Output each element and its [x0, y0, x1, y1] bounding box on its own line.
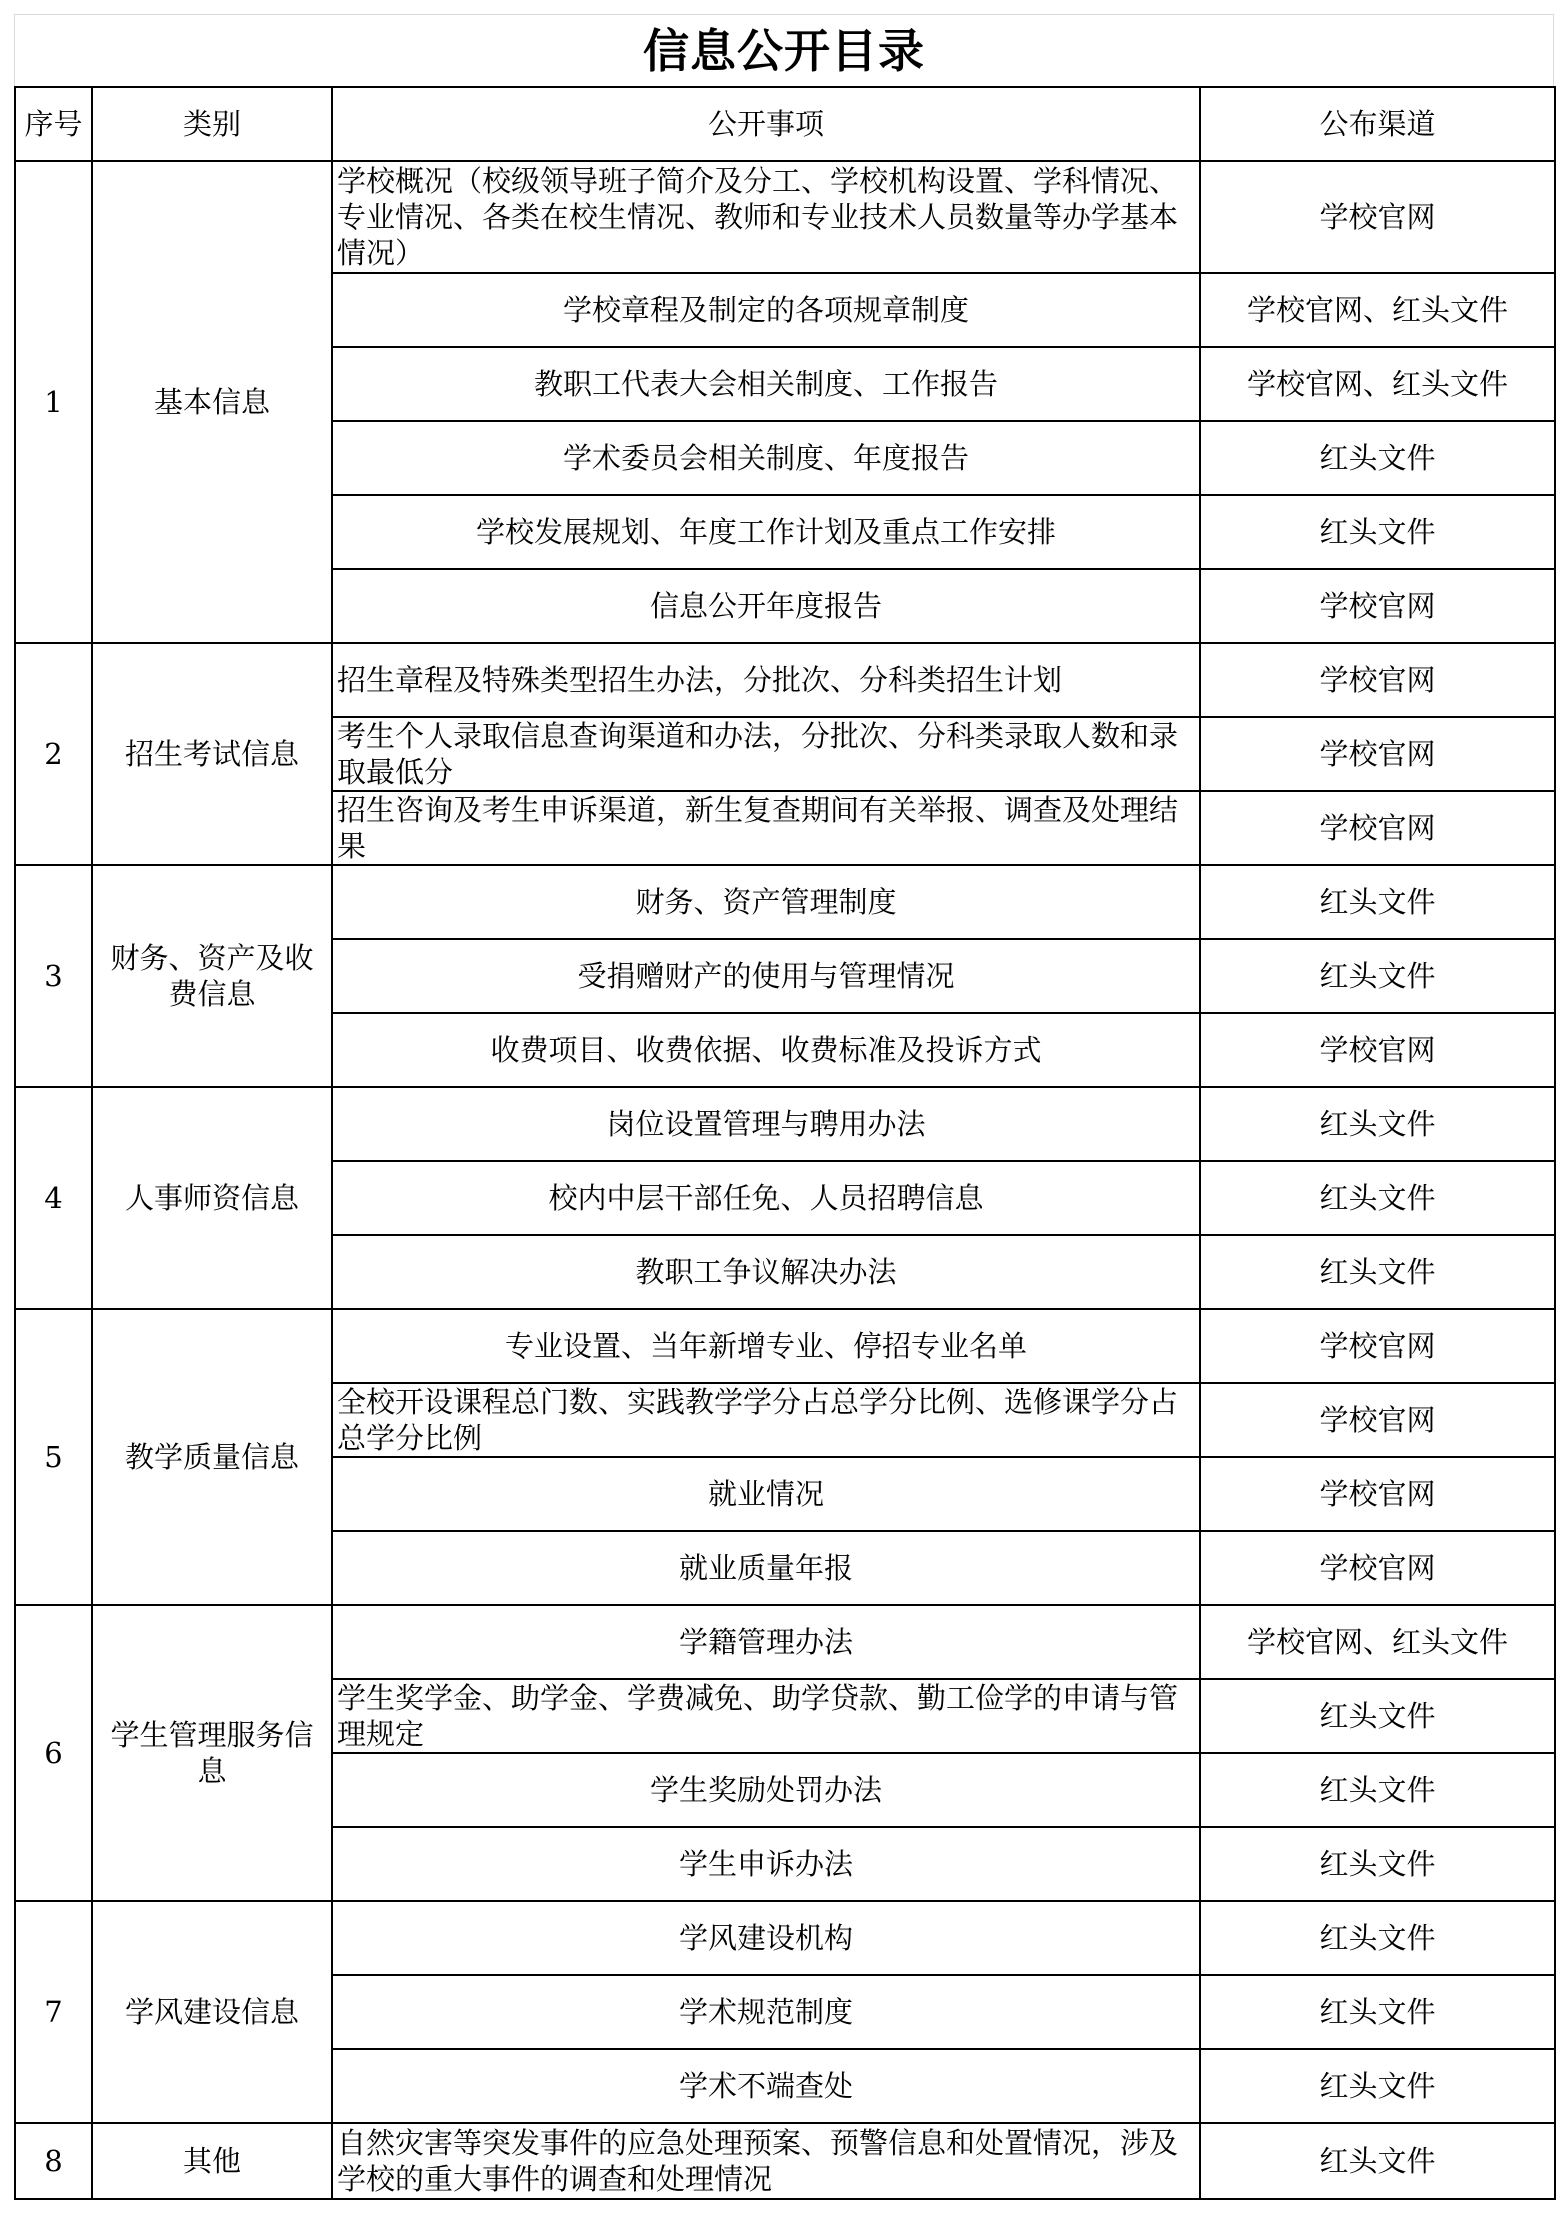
row-seq: 3: [15, 865, 92, 1087]
row-item: 专业设置、当年新增专业、停招专业名单: [332, 1309, 1200, 1383]
row-channel: 红头文件: [1200, 1827, 1555, 1901]
row-channel: 学校官网: [1200, 569, 1555, 643]
row-seq: 8: [15, 2123, 92, 2199]
row-seq: 2: [15, 643, 92, 865]
row-category: 学风建设信息: [92, 1901, 332, 2123]
row-item: 受捐赠财产的使用与管理情况: [332, 939, 1200, 1013]
row-channel: 红头文件: [1200, 421, 1555, 495]
document-sheet: [14, 14, 1554, 2200]
row-channel: 红头文件: [1200, 1161, 1555, 1235]
header-item: 公开事项: [332, 87, 1200, 161]
row-item: 学籍管理办法: [332, 1605, 1200, 1679]
row-category: 其他: [92, 2123, 332, 2199]
row-item: 教职工争议解决办法: [332, 1235, 1200, 1309]
row-item: 收费项目、收费依据、收费标准及投诉方式: [332, 1013, 1200, 1087]
table-body: [15, 161, 1555, 2199]
row-item: 学风建设机构: [332, 1901, 1200, 1975]
row-item: 校内中层干部任免、人员招聘信息: [332, 1161, 1200, 1235]
row-item: 财务、资产管理制度: [332, 865, 1200, 939]
row-item: 就业情况: [332, 1457, 1200, 1531]
row-item: 教职工代表大会相关制度、工作报告: [332, 347, 1200, 421]
row-channel: 红头文件: [1200, 1235, 1555, 1309]
row-channel: 学校官网: [1200, 1383, 1555, 1457]
row-category: 财务、资产及收费信息: [92, 865, 332, 1087]
table-row: [15, 2123, 1555, 2199]
row-channel: 学校官网、红头文件: [1200, 1605, 1555, 1679]
row-item: 学生奖励处罚办法: [332, 1753, 1200, 1827]
row-channel: 红头文件: [1200, 865, 1555, 939]
row-item: 学生申诉办法: [332, 1827, 1200, 1901]
row-category: 人事师资信息: [92, 1087, 332, 1309]
table-row: [15, 161, 1555, 273]
row-item: 学校章程及制定的各项规章制度: [332, 273, 1200, 347]
row-item: 信息公开年度报告: [332, 569, 1200, 643]
row-channel: 学校官网: [1200, 1309, 1555, 1383]
row-category: 招生考试信息: [92, 643, 332, 865]
row-channel: 学校官网、红头文件: [1200, 273, 1555, 347]
header-channel: 公布渠道: [1200, 87, 1555, 161]
row-item: 自然灾害等突发事件的应急处理预案、预警信息和处置情况，涉及学校的重大事件的调查和处理情况: [332, 2123, 1200, 2199]
row-item: 学校发展规划、年度工作计划及重点工作安排: [332, 495, 1200, 569]
row-item: 全校开设课程总门数、实践教学学分占总学分比例、选修课学分占总学分比例: [332, 1383, 1200, 1457]
row-channel: 学校官网: [1200, 717, 1555, 791]
row-category: 教学质量信息: [92, 1309, 332, 1605]
row-item: 招生咨询及考生申诉渠道，新生复查期间有关举报、调查及处理结果: [332, 791, 1200, 865]
row-category: 基本信息: [92, 161, 332, 643]
catalog-table: [14, 86, 1556, 2200]
row-item: 学生奖学金、助学金、学费减免、助学贷款、勤工俭学的申请与管理规定: [332, 1679, 1200, 1753]
row-channel: 红头文件: [1200, 1975, 1555, 2049]
row-seq: 4: [15, 1087, 92, 1309]
row-item: 岗位设置管理与聘用办法: [332, 1087, 1200, 1161]
row-channel: 红头文件: [1200, 2049, 1555, 2123]
row-channel: 学校官网: [1200, 161, 1555, 273]
row-channel: 红头文件: [1200, 1679, 1555, 1753]
row-channel: 红头文件: [1200, 1901, 1555, 1975]
page-title: 信息公开目录: [14, 14, 1554, 86]
row-channel: 学校官网: [1200, 1531, 1555, 1605]
row-channel: 红头文件: [1200, 1753, 1555, 1827]
row-item: 学术委员会相关制度、年度报告: [332, 421, 1200, 495]
row-seq: 6: [15, 1605, 92, 1901]
row-item: 学校概况（校级领导班子简介及分工、学校机构设置、学科情况、专业情况、各类在校生情况、教师和专业技术人员数量等办学基本情况）: [332, 161, 1200, 273]
row-channel: 学校官网: [1200, 1013, 1555, 1087]
table-row: [15, 643, 1555, 717]
row-seq: 1: [15, 161, 92, 643]
table-row: [15, 1901, 1555, 1975]
table-row: [15, 1309, 1555, 1383]
header-seq: 序号: [15, 87, 92, 161]
table-row: [15, 1605, 1555, 1679]
row-channel: 学校官网、红头文件: [1200, 347, 1555, 421]
row-item: 考生个人录取信息查询渠道和办法，分批次、分科类录取人数和录取最低分: [332, 717, 1200, 791]
row-channel: 学校官网: [1200, 1457, 1555, 1531]
row-channel: 红头文件: [1200, 939, 1555, 1013]
row-seq: 5: [15, 1309, 92, 1605]
row-category: 学生管理服务信息: [92, 1605, 332, 1901]
row-item: 就业质量年报: [332, 1531, 1200, 1605]
table-row: [15, 865, 1555, 939]
row-channel: 红头文件: [1200, 1087, 1555, 1161]
row-item: 学术不端查处: [332, 2049, 1200, 2123]
row-item: 学术规范制度: [332, 1975, 1200, 2049]
row-channel: 学校官网: [1200, 643, 1555, 717]
table-row: [15, 1087, 1555, 1161]
row-channel: 学校官网: [1200, 791, 1555, 865]
row-item: 招生章程及特殊类型招生办法，分批次、分科类招生计划: [332, 643, 1200, 717]
row-seq: 7: [15, 1901, 92, 2123]
header-row: [15, 87, 1555, 161]
row-channel: 红头文件: [1200, 495, 1555, 569]
header-category: 类别: [92, 87, 332, 161]
row-channel: 红头文件: [1200, 2123, 1555, 2199]
